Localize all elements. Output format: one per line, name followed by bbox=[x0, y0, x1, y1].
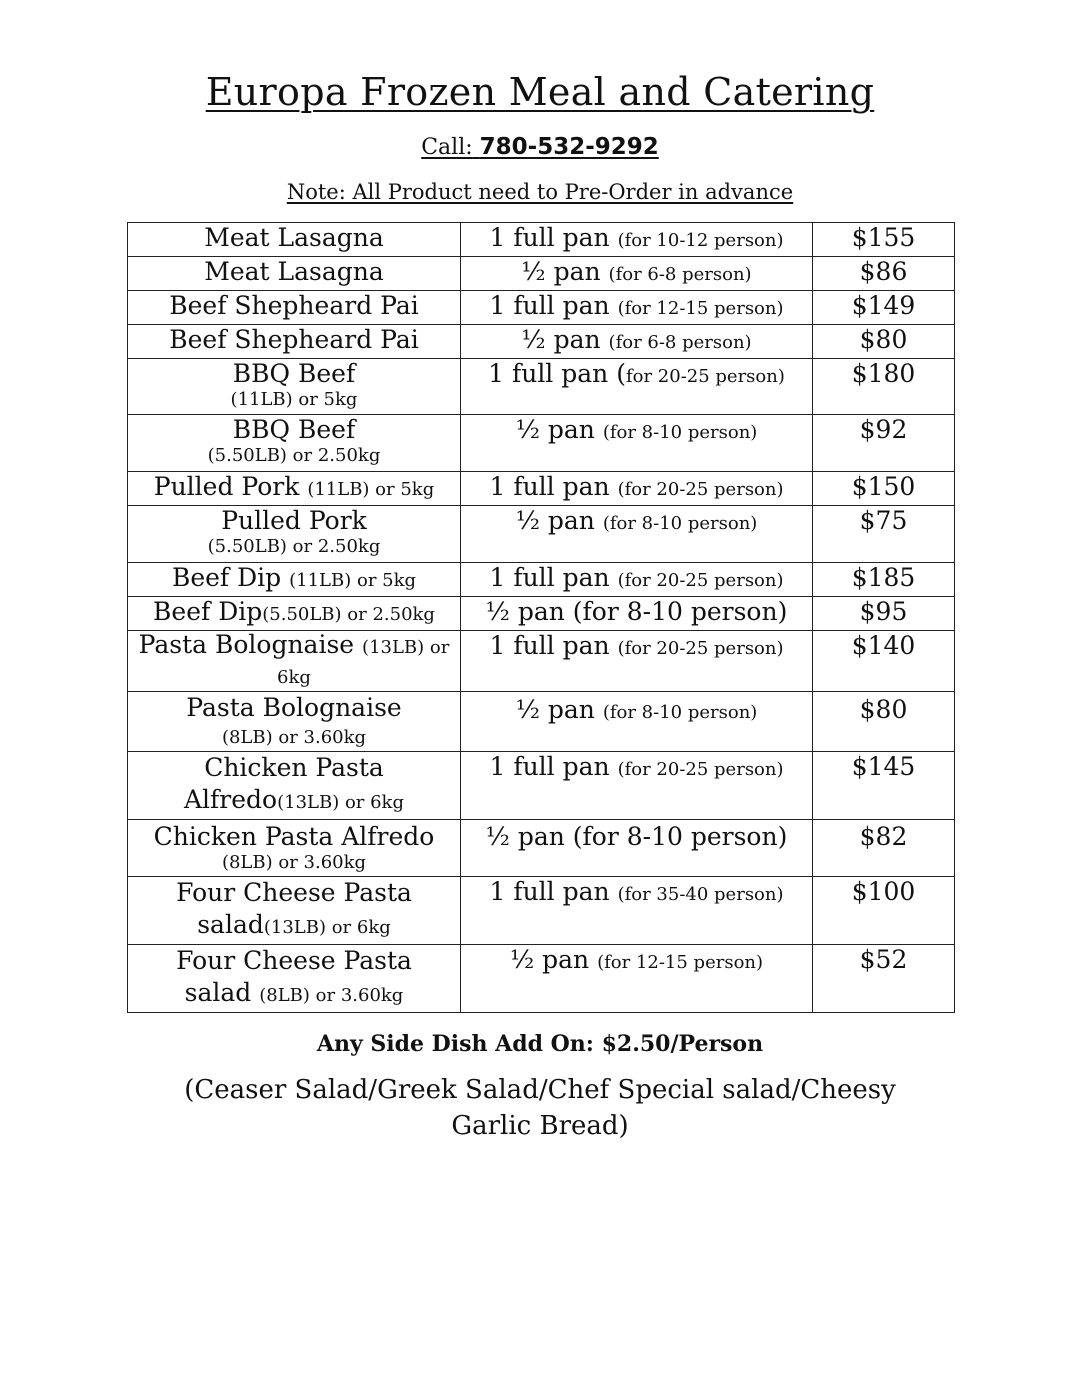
size-cell bbox=[461, 631, 813, 692]
size-cell bbox=[461, 945, 813, 1013]
menu-row bbox=[128, 325, 955, 359]
item-name: Pulled Pork bbox=[221, 506, 367, 535]
menu-row bbox=[128, 945, 955, 1013]
size-cell bbox=[461, 506, 813, 563]
item-cell bbox=[128, 506, 461, 563]
price-cell: $86 bbox=[813, 257, 955, 291]
serves-text: (for 20-25 person) bbox=[617, 570, 784, 591]
price-cell: $92 bbox=[813, 415, 955, 472]
pan-size: ½ pan bbox=[515, 415, 595, 444]
size-cell bbox=[461, 257, 813, 291]
menu-row bbox=[128, 692, 955, 752]
pan-size: 1 full pan bbox=[489, 563, 610, 592]
item-detail: (13LB) or 6kg bbox=[277, 792, 404, 813]
pan-size: 1 full pan ( bbox=[488, 359, 626, 388]
menu-row bbox=[128, 472, 955, 506]
item-detail: (8LB) or 3.60kg bbox=[221, 852, 367, 873]
item-cell bbox=[128, 415, 461, 472]
menu-row bbox=[128, 877, 955, 945]
pan-size: 1 full pan bbox=[489, 472, 610, 501]
item-detail: (8LB) or 3.60kg bbox=[259, 985, 404, 1006]
item-detail: (13LB) or 6kg bbox=[277, 637, 450, 688]
item-cell bbox=[128, 359, 461, 415]
size-cell bbox=[461, 820, 813, 877]
item-name: BBQ Beef bbox=[232, 359, 356, 388]
item-cell bbox=[128, 752, 461, 820]
price-cell: $80 bbox=[813, 692, 955, 752]
serves-text: (for 8-10 person) bbox=[602, 422, 758, 443]
pan-size: ½ pan bbox=[509, 945, 590, 974]
item-detail: (5.50LB) or 2.50kg bbox=[262, 604, 435, 625]
menu-row bbox=[128, 752, 955, 820]
size-cell bbox=[461, 597, 813, 631]
size-cell bbox=[461, 359, 813, 415]
item-detail: (5.50LB) or 2.50kg bbox=[207, 536, 381, 557]
item-name: Pasta Bolognaise bbox=[138, 630, 355, 659]
serves-text: (for 6-8 person) bbox=[608, 332, 752, 353]
item-name: Meat Lasagna bbox=[204, 257, 384, 286]
item-cell bbox=[128, 877, 461, 945]
item-cell bbox=[128, 597, 461, 631]
pan-size: ½ pan bbox=[521, 325, 601, 354]
item-name: Beef Shepheard Pai bbox=[169, 325, 419, 354]
item-name: Four Cheese Pasta salad bbox=[176, 946, 412, 1007]
price-cell: $75 bbox=[813, 506, 955, 563]
price-cell: $95 bbox=[813, 597, 955, 631]
size-cell bbox=[461, 325, 813, 359]
serves-text: (for 35-40 person) bbox=[617, 884, 784, 905]
item-detail: (11LB) or 5kg bbox=[289, 570, 417, 591]
item-detail: (5.50LB) or 2.50kg bbox=[207, 445, 381, 466]
item-cell bbox=[128, 472, 461, 506]
item-name: Chicken Pasta Alfredo bbox=[153, 822, 435, 851]
price-cell: $150 bbox=[813, 472, 955, 506]
pan-size: ½ pan (for 8-10 person) bbox=[485, 822, 788, 851]
price-cell: $80 bbox=[813, 325, 955, 359]
item-cell bbox=[128, 223, 461, 257]
item-name: Beef Dip bbox=[171, 563, 282, 592]
serves-text: (for 8-10 person) bbox=[602, 513, 758, 534]
item-cell bbox=[128, 945, 461, 1013]
pan-size: ½ pan bbox=[515, 506, 595, 535]
menu-row bbox=[128, 257, 955, 291]
item-name: Beef Dip bbox=[153, 597, 263, 626]
serves-text: (for 10-12 person) bbox=[617, 230, 784, 251]
size-cell bbox=[461, 752, 813, 820]
price-cell: $180 bbox=[813, 359, 955, 415]
side-dish-addon: Any Side Dish Add On: $2.50/Person bbox=[316, 1031, 764, 1057]
phone-line bbox=[0, 130, 1080, 165]
side-dish-options: (Ceaser Salad/Greek Salad/Chef Special salad/Cheesy Garlic Bread) bbox=[184, 1075, 896, 1141]
item-name: BBQ Beef bbox=[232, 415, 356, 444]
size-cell bbox=[461, 223, 813, 257]
price-cell: $155 bbox=[813, 223, 955, 257]
item-cell bbox=[128, 325, 461, 359]
item-name: Four Cheese Pasta salad bbox=[176, 878, 412, 939]
size-cell bbox=[461, 291, 813, 325]
item-name: Pasta Bolognaise bbox=[186, 693, 402, 722]
pan-size: 1 full pan bbox=[489, 223, 610, 252]
pan-size: ½ pan bbox=[515, 695, 595, 724]
item-name: Beef Shepheard Pai bbox=[169, 291, 419, 320]
item-cell bbox=[128, 291, 461, 325]
price-cell: $185 bbox=[813, 563, 955, 597]
size-cell bbox=[461, 563, 813, 597]
item-detail: (8LB) or 3.60kg bbox=[221, 727, 367, 748]
menu-row bbox=[128, 631, 955, 692]
page-title: Europa Frozen Meal and Catering bbox=[205, 70, 875, 114]
serves-text: (for 12-15 person) bbox=[617, 298, 784, 319]
size-cell bbox=[461, 472, 813, 506]
price-cell: $140 bbox=[813, 631, 955, 692]
item-name: Meat Lasagna bbox=[204, 223, 384, 252]
item-cell bbox=[128, 631, 461, 692]
size-cell bbox=[461, 415, 813, 472]
pan-size: 1 full pan bbox=[489, 877, 610, 906]
pan-size: 1 full pan bbox=[489, 291, 610, 320]
menu-table bbox=[127, 222, 955, 1013]
phone-number: 780-532-9292 bbox=[479, 134, 659, 160]
pan-size: 1 full pan bbox=[489, 752, 610, 781]
serves-text: (for 6-8 person) bbox=[608, 264, 752, 285]
menu-row bbox=[128, 563, 955, 597]
menu-row bbox=[128, 291, 955, 325]
menu-row bbox=[128, 597, 955, 631]
menu-row bbox=[128, 506, 955, 563]
item-detail: (13LB) or 6kg bbox=[263, 917, 391, 938]
menu-row bbox=[128, 359, 955, 415]
price-cell: $149 bbox=[813, 291, 955, 325]
size-cell bbox=[461, 692, 813, 752]
price-cell: $82 bbox=[813, 820, 955, 877]
menu-row bbox=[128, 223, 955, 257]
pan-size: ½ pan (for 8-10 person) bbox=[485, 597, 788, 626]
serves-text: (for 8-10 person) bbox=[602, 702, 758, 723]
item-name: Pulled Pork bbox=[153, 472, 300, 501]
serves-text: (for 20-25 person) bbox=[617, 479, 784, 500]
item-detail: (11LB) or 5kg bbox=[230, 389, 358, 410]
item-cell bbox=[128, 563, 461, 597]
serves-text: (for 20-25 person) bbox=[617, 638, 784, 659]
item-cell bbox=[128, 692, 461, 752]
price-cell: $100 bbox=[813, 877, 955, 945]
menu-row bbox=[128, 415, 955, 472]
item-cell bbox=[128, 820, 461, 877]
serves-text: for 20-25 person) bbox=[625, 366, 785, 387]
call-label: Call: bbox=[421, 135, 473, 160]
preorder-note: Note: All Product need to Pre-Order in advance bbox=[286, 180, 794, 204]
price-cell: $145 bbox=[813, 752, 955, 820]
serves-text: (for 20-25 person) bbox=[617, 759, 784, 780]
size-cell bbox=[461, 877, 813, 945]
pan-size: 1 full pan bbox=[489, 631, 610, 660]
serves-text: (for 12-15 person) bbox=[597, 952, 764, 973]
item-name: Chicken Pasta Alfredo bbox=[183, 753, 384, 814]
item-cell bbox=[128, 257, 461, 291]
pan-size: ½ pan bbox=[521, 257, 601, 286]
price-cell: $52 bbox=[813, 945, 955, 1013]
menu-row bbox=[128, 820, 955, 877]
item-detail: (11LB) or 5kg bbox=[307, 479, 435, 500]
